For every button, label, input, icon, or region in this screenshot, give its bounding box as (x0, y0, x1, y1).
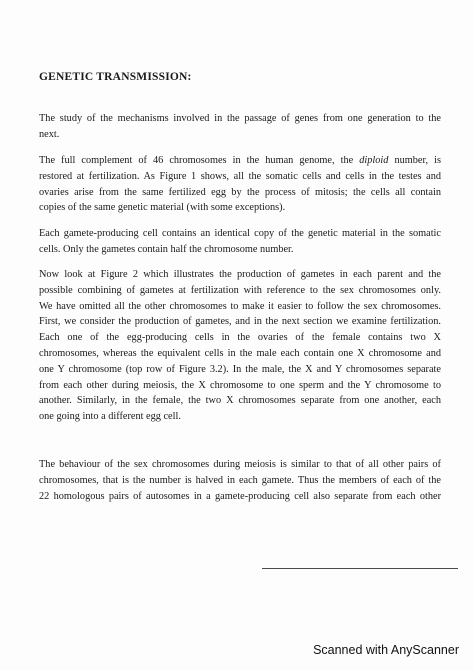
text-line: cells. Only the gametes contain half the chromosome number. (39, 243, 294, 255)
text-line: Each one of the egg-producing cells in the ovaries of the female contains two X (39, 332, 441, 344)
text-fragment: The full complement of 46 chromosomes in the human genome, the (39, 155, 360, 166)
text-line: one Y chromosome (top row of Figure 3.2). In the male, the X and Y chromosomes separate (39, 363, 441, 375)
footnote-divider (262, 568, 458, 569)
text-line: Now look at Figure 2 which illustrates the production of gametes in each parent and the (39, 269, 441, 280)
text-line: chromosomes, whereas the equivalent cells in the male each contain one X chromosome and (39, 347, 441, 359)
text-line: copies of the same genetic material (with some exceptions). (39, 202, 286, 214)
text-line: chromosomes, that is the number is halved in each gamete. Thus the members of each of the (39, 474, 441, 486)
paragraph-figure-2 (39, 267, 441, 425)
text-line: next. (39, 128, 60, 140)
paragraph-meiosis (39, 457, 441, 504)
text-line: one going into a different egg cell. (39, 411, 181, 423)
text-line: First, we consider the production of gametes, and in the next section we examine fertilization. (39, 316, 441, 328)
text-line: The behaviour of the sex chromosomes during meiosis is similar to that of all other pairs of (39, 459, 441, 470)
paragraph-gamete-cells (39, 226, 441, 258)
text-line: The study of the mechanisms involved in the passage of genes from one generation to the (39, 113, 441, 124)
emphasis-diploid: diploid (359, 155, 389, 166)
text-line: possible combining of gametes at fertilization with reference to the sex chromosomes only. (39, 284, 441, 296)
text-fragment: number, is (388, 155, 441, 166)
text-line: We have omitted all the other chromosomes to make it easier to follow the sex chromosomes. (39, 300, 441, 312)
scanner-watermark: Scanned with AnyScanner (313, 643, 459, 657)
paragraph-chromosome-complement (39, 153, 441, 216)
text-line: ovaries arise from the same fertilized egg by the process of mitosis; the cells all contain (39, 186, 441, 198)
text-line: 22 homologous pairs of autosomes in a gamete-producing cell also separate from each other (39, 490, 441, 502)
text-line: restored at fertilization. As Figure 1 shows, all the somatic cells and cells in the testes and (39, 170, 441, 182)
text-line: Each gamete-producing cell contains an identical copy of the genetic material in the somatic (39, 228, 441, 239)
text-line (39, 153, 441, 169)
text-line: from each other during meiosis, the X chromosome to one sperm and the Y chromosome to (39, 379, 441, 391)
section-heading: GENETIC TRANSMISSION: (39, 71, 192, 83)
text-line: another. Similarly, in the female, the two X chromosomes separate from one another, each (39, 395, 441, 407)
paragraph-definition (39, 111, 441, 143)
